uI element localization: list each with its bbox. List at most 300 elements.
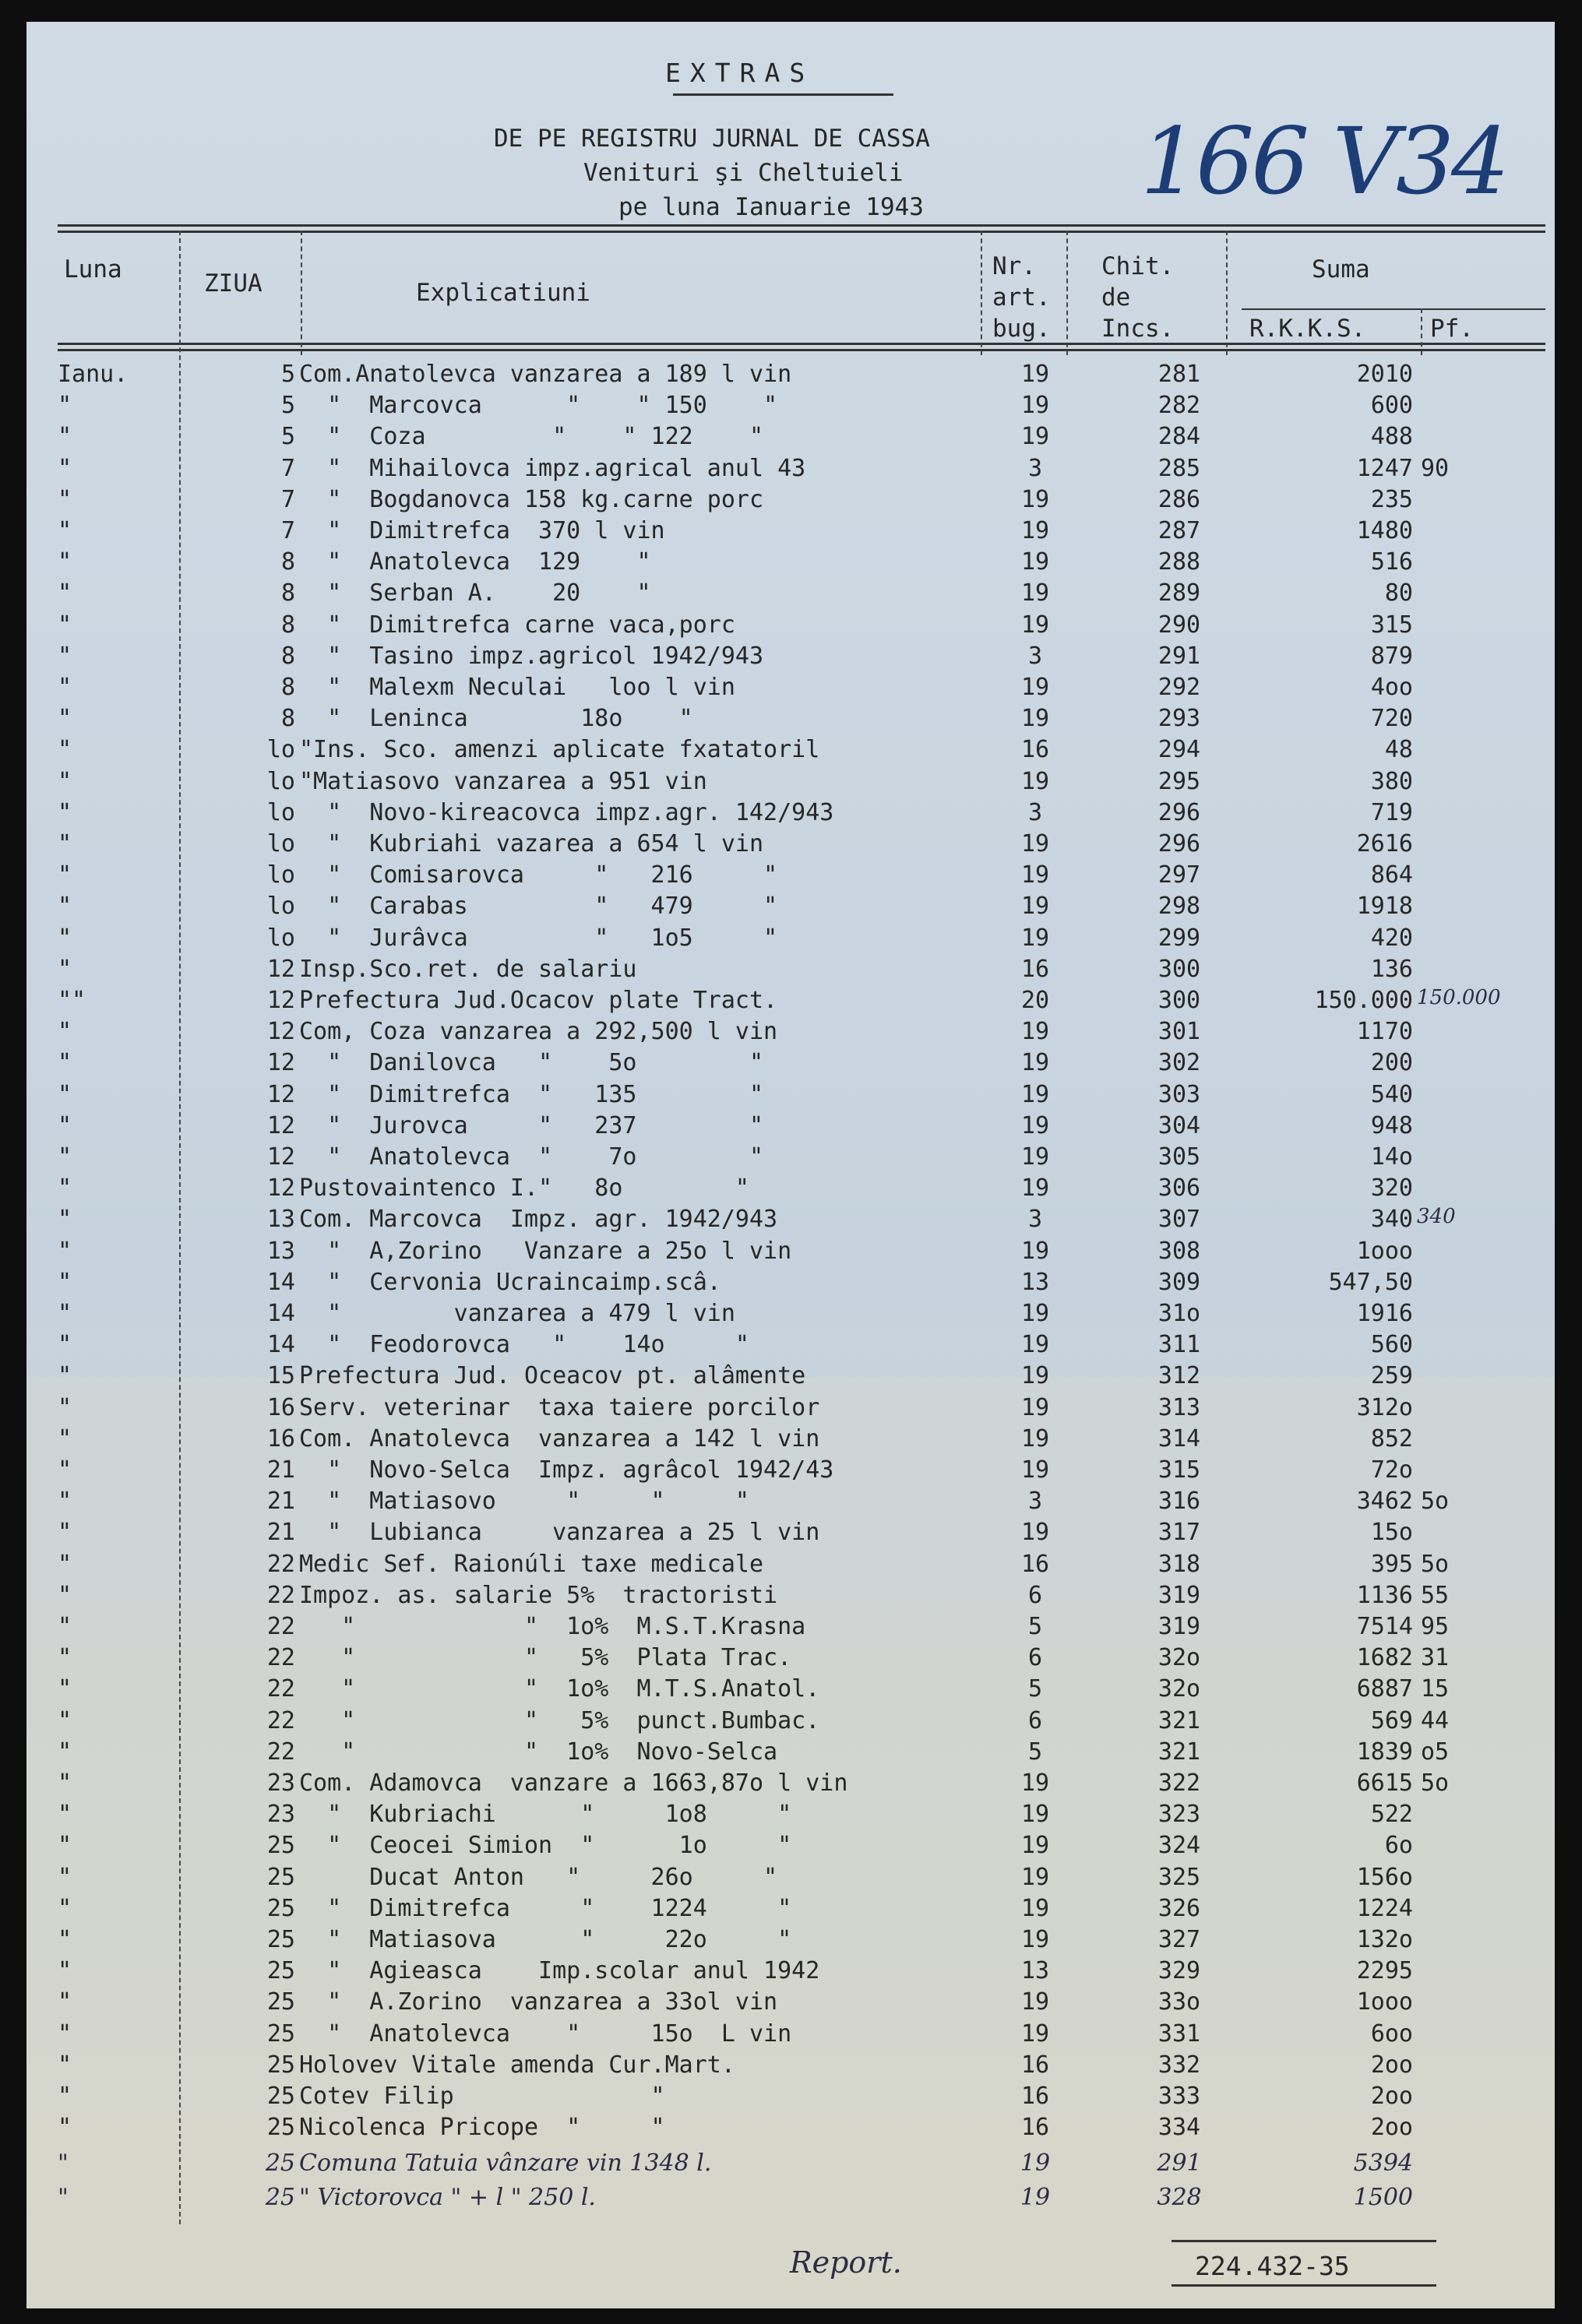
row-3-ziua: 5 (280, 423, 295, 451)
row-24-suma: 540 (1370, 1080, 1413, 1108)
row-39-suma: 395 (1370, 1550, 1413, 1578)
row-7-suma: 516 (1370, 548, 1413, 576)
row-57-expl: Nicolenca Pricope " " (299, 2114, 665, 2142)
row-21-luna: "" (58, 987, 86, 1014)
row-55-chit: 332 (1157, 2051, 1201, 2079)
row-3-luna: " (58, 423, 72, 451)
row-32-suma: 560 (1370, 1331, 1413, 1359)
row-57-luna: " (58, 2114, 72, 2142)
row-31-nr: 19 (1020, 1300, 1050, 1327)
row-48-expl: " Ceocei Simion " 1o " (299, 1832, 792, 1860)
row-29-chit: 308 (1157, 1237, 1201, 1265)
row-20-suma: 136 (1370, 955, 1413, 983)
row-50-suma: 1224 (1356, 1894, 1413, 1922)
row-22-chit: 301 (1157, 1018, 1201, 1046)
row-22-nr: 19 (1020, 1018, 1050, 1046)
handwritten-mark: 166 V34 (1140, 107, 1507, 215)
row-43-pf: 15 (1421, 1675, 1450, 1703)
col-header-rkks: R.K.K.S. (1249, 315, 1366, 343)
row-36-ziua: 21 (266, 1456, 295, 1484)
row-9-suma: 315 (1370, 611, 1413, 639)
row-26-expl: " Anatolevca " 7o " (299, 1143, 764, 1171)
row-23-chit: 302 (1157, 1049, 1201, 1077)
row-18-expl: " Carabas " 479 " (299, 893, 778, 921)
row-10-expl: " Tasino impz.agricol 1942/943 (299, 642, 764, 670)
row-31-ziua: 14 (266, 1300, 295, 1327)
row-4-pf: 90 (1421, 454, 1450, 482)
column-divider-ziua (301, 231, 302, 355)
row-26-suma: 14o (1370, 1143, 1413, 1171)
row-48-chit: 324 (1157, 1832, 1201, 1860)
row-23-nr: 19 (1020, 1049, 1050, 1077)
row-48-luna: " (58, 1832, 72, 1860)
row-21-ziua: 12 (266, 987, 295, 1014)
row-10-luna: " (58, 642, 72, 670)
row-32-chit: 311 (1157, 1331, 1201, 1359)
row-35-expl: Com. Anatolevca vanzarea a 142 l vin (299, 1424, 820, 1452)
row-21-annotation: 150.000 (1417, 986, 1501, 1009)
row-32-expl: " Feodorovca " 14o " (299, 1331, 749, 1359)
row-9-luna: " (58, 611, 72, 639)
row-50-nr: 19 (1020, 1894, 1050, 1922)
row-53-luna: " (58, 1988, 72, 2016)
row-15-luna: " (58, 798, 72, 826)
row-36-expl: " Novo-Selca Impz. agrâcol 1942/43 (299, 1456, 834, 1484)
row-40-chit: 319 (1157, 1581, 1201, 1609)
row-36-chit: 315 (1157, 1456, 1201, 1484)
row-38-suma: 15o (1370, 1519, 1413, 1547)
row-13-luna: " (58, 736, 72, 764)
row-23-suma: 200 (1370, 1049, 1413, 1077)
row-27-suma: 320 (1370, 1174, 1413, 1202)
handwritten-row-1-expl: Comuna Tatuia vânzare vin 1348 l. (299, 2150, 712, 2178)
column-divider-chit (1226, 231, 1228, 355)
row-7-nr: 19 (1020, 548, 1050, 576)
handwritten-row-2-ziua: 25 (265, 2184, 295, 2212)
row-24-chit: 303 (1157, 1080, 1201, 1108)
row-53-ziua: 25 (266, 1988, 295, 2016)
row-41-chit: 319 (1157, 1613, 1201, 1640)
row-5-suma: 235 (1370, 485, 1413, 513)
row-55-suma: 2oo (1370, 2051, 1413, 2079)
row-21-suma: 150.000 (1314, 987, 1413, 1014)
row-46-luna: " (58, 1769, 72, 1797)
row-8-nr: 19 (1020, 579, 1050, 607)
row-31-luna: " (58, 1300, 72, 1327)
row-16-luna: " (58, 830, 72, 857)
row-19-nr: 19 (1020, 924, 1050, 952)
row-27-ziua: 12 (266, 1174, 295, 1202)
row-24-expl: " Dimitrefca " 135 " (299, 1080, 764, 1108)
row-34-nr: 19 (1020, 1393, 1050, 1421)
row-8-ziua: 8 (280, 579, 295, 607)
handwritten-row-1-suma: 5394 (1353, 2150, 1413, 2178)
row-2-nr: 19 (1020, 392, 1050, 420)
row-20-expl: Insp.Sco.ret. de salariu (299, 955, 637, 983)
total-rule-bottom (1172, 2284, 1436, 2287)
row-35-nr: 19 (1020, 1424, 1050, 1452)
row-38-expl: " Lubianca vanzarea a 25 l vin (299, 1519, 820, 1547)
row-2-luna: " (58, 392, 72, 420)
row-26-nr: 19 (1020, 1143, 1050, 1171)
row-38-luna: " (58, 1519, 72, 1547)
column-divider-expl (981, 231, 982, 355)
row-47-nr: 19 (1020, 1801, 1050, 1829)
row-47-ziua: 23 (266, 1801, 295, 1829)
row-26-ziua: 12 (266, 1143, 295, 1171)
row-39-nr: 16 (1020, 1550, 1050, 1578)
row-47-expl: " Kubriachi " 1o8 " (299, 1801, 792, 1829)
row-7-luna: " (58, 548, 72, 576)
row-23-expl: " Danilovca " 5o " (299, 1049, 764, 1077)
row-36-nr: 19 (1020, 1456, 1050, 1484)
row-4-suma: 1247 (1356, 454, 1413, 482)
row-41-luna: " (58, 1613, 72, 1640)
row-53-suma: 1ooo (1356, 1988, 1413, 2016)
row-32-nr: 19 (1020, 1331, 1050, 1359)
row-7-ziua: 8 (280, 548, 295, 576)
row-57-ziua: 25 (266, 2114, 295, 2142)
row-37-luna: " (58, 1488, 72, 1516)
row-9-nr: 19 (1020, 611, 1050, 639)
subtitle-line-3: pe luna Ianuarie 1943 (618, 193, 924, 221)
row-5-ziua: 7 (280, 485, 295, 513)
document-title: EXTRAS (665, 58, 815, 88)
row-14-chit: 295 (1157, 767, 1201, 795)
row-6-luna: " (58, 517, 72, 544)
row-40-ziua: 22 (266, 1581, 295, 1609)
subtitle-line-2: Venituri şi Cheltuieli (583, 159, 904, 187)
row-44-pf: 44 (1421, 1706, 1450, 1734)
row-24-nr: 19 (1020, 1080, 1050, 1108)
row-20-chit: 300 (1157, 955, 1201, 983)
row-33-chit: 312 (1157, 1362, 1201, 1390)
row-31-chit: 31o (1157, 1300, 1201, 1327)
row-12-chit: 293 (1157, 705, 1201, 733)
row-51-luna: " (58, 1926, 72, 1953)
row-44-suma: 569 (1370, 1706, 1413, 1734)
row-13-suma: 48 (1384, 736, 1413, 764)
handwritten-row-2-luna: " (58, 2184, 69, 2212)
row-55-luna: " (58, 2051, 72, 2079)
row-33-ziua: 15 (266, 1362, 295, 1390)
row-43-expl: " " 1o% M.T.S.Anatol. (299, 1675, 820, 1703)
row-6-nr: 19 (1020, 517, 1050, 544)
row-46-pf: 5o (1421, 1769, 1450, 1797)
row-49-chit: 325 (1157, 1863, 1201, 1891)
row-11-suma: 4oo (1370, 674, 1413, 701)
row-7-chit: 288 (1157, 548, 1201, 576)
row-34-luna: " (58, 1393, 72, 1421)
row-57-nr: 16 (1020, 2114, 1050, 2142)
row-40-nr: 6 (1027, 1581, 1043, 1609)
row-25-chit: 304 (1157, 1111, 1201, 1139)
row-46-expl: Com. Adamovca vanzare a 1663,87o l vin (299, 1769, 848, 1797)
row-16-expl: " Kubriahi vazarea a 654 l vin (299, 830, 764, 857)
col-header-chit-2: de (1101, 283, 1131, 312)
row-33-expl: Prefectura Jud. Oceacov pt. alâmente (299, 1362, 806, 1390)
row-45-luna: " (58, 1738, 72, 1766)
row-15-suma: 719 (1370, 798, 1413, 826)
row-29-expl: " A,Zorino Vanzare a 25o l vin (299, 1237, 792, 1265)
row-53-chit: 33o (1157, 1988, 1201, 2016)
row-14-expl: "Matiasovo vanzarea a 951 vin (299, 767, 707, 795)
row-52-expl: " Agieasca Imp.scolar anul 1942 (299, 1957, 820, 1985)
row-42-luna: " (58, 1644, 72, 1672)
row-41-suma: 7514 (1356, 1613, 1413, 1640)
handwritten-row-1-nr: 19 (1020, 2150, 1051, 2178)
row-20-luna: " (58, 955, 72, 983)
row-30-suma: 547,50 (1328, 1268, 1413, 1296)
row-28-luna: " (58, 1206, 72, 1234)
col-header-nr-2: art. (992, 283, 1051, 312)
row-41-expl: " " 1o% M.S.T.Krasna (299, 1613, 806, 1640)
row-20-nr: 16 (1020, 955, 1050, 983)
row-43-ziua: 22 (266, 1675, 295, 1703)
row-46-suma: 6615 (1356, 1769, 1413, 1797)
row-15-chit: 296 (1157, 798, 1201, 826)
row-49-nr: 19 (1020, 1863, 1050, 1891)
row-16-suma: 2616 (1356, 830, 1413, 857)
row-14-nr: 19 (1020, 767, 1050, 795)
row-19-expl: " Jurâvca " 1o5 " (299, 924, 778, 952)
row-36-luna: " (58, 1456, 72, 1484)
row-14-luna: " (58, 767, 72, 795)
handwritten-row-2-suma: 1500 (1353, 2184, 1413, 2212)
row-45-nr: 5 (1027, 1738, 1043, 1766)
row-49-expl: Ducat Anton " 26o " (299, 1863, 778, 1891)
row-6-chit: 287 (1157, 517, 1201, 544)
row-34-suma: 312o (1356, 1393, 1413, 1421)
row-1-nr: 19 (1020, 361, 1050, 388)
row-8-chit: 289 (1157, 579, 1201, 607)
row-47-luna: " (58, 1801, 72, 1829)
suma-subheader-rule (1242, 308, 1545, 310)
col-header-pf: Pf. (1430, 315, 1474, 343)
row-43-luna: " (58, 1675, 72, 1703)
row-18-suma: 1918 (1356, 893, 1413, 921)
row-42-nr: 6 (1027, 1644, 1043, 1672)
row-46-nr: 19 (1020, 1769, 1050, 1797)
row-41-pf: 95 (1421, 1613, 1450, 1640)
row-10-ziua: 8 (280, 642, 295, 670)
row-17-ziua: lo (266, 861, 295, 889)
row-1-luna: Ianu. (58, 361, 129, 388)
row-10-nr: 3 (1027, 642, 1043, 670)
handwritten-row-2-nr: 19 (1020, 2184, 1051, 2212)
row-37-ziua: 21 (266, 1488, 295, 1516)
row-3-expl: " Coza " " 122 " (299, 423, 764, 451)
row-39-expl: Medic Sef. Raionúli taxe medicale (299, 1550, 764, 1578)
row-37-chit: 316 (1157, 1488, 1201, 1516)
row-4-ziua: 7 (280, 454, 295, 482)
subtitle-line-1: DE PE REGISTRU JURNAL DE CASSA (494, 125, 930, 153)
row-1-suma: 2010 (1356, 361, 1413, 388)
row-37-expl: " Matiasovo " " " (299, 1488, 749, 1516)
column-divider-nr (1066, 231, 1068, 355)
row-19-chit: 299 (1157, 924, 1201, 952)
handwritten-row-1-luna: " (58, 2150, 69, 2178)
row-38-ziua: 21 (266, 1519, 295, 1547)
row-37-suma: 3462 (1356, 1488, 1413, 1516)
row-12-nr: 19 (1020, 705, 1050, 733)
row-24-ziua: 12 (266, 1080, 295, 1108)
row-1-expl: Com.Anatolevca vanzarea a 189 l vin (299, 361, 792, 388)
row-43-chit: 32o (1157, 1675, 1201, 1703)
row-44-nr: 6 (1027, 1706, 1043, 1734)
row-12-ziua: 8 (280, 705, 295, 733)
row-12-luna: " (58, 705, 72, 733)
row-25-suma: 948 (1370, 1111, 1413, 1139)
row-22-suma: 1170 (1356, 1018, 1413, 1046)
column-divider-pf (1421, 308, 1422, 355)
row-3-nr: 19 (1020, 423, 1050, 451)
row-25-expl: " Jurovca " 237 " (299, 1111, 764, 1139)
col-header-chit-3: Incs. (1101, 315, 1175, 343)
row-11-luna: " (58, 674, 72, 701)
row-51-ziua: 25 (266, 1926, 295, 1953)
row-27-luna: " (58, 1174, 72, 1202)
row-8-luna: " (58, 579, 72, 607)
row-15-expl: " Novo-kireacovca impz.agr. 142/943 (299, 798, 834, 826)
row-45-ziua: 22 (266, 1738, 295, 1766)
row-6-expl: " Dimitrefca 370 l vin (299, 517, 665, 544)
row-41-ziua: 22 (266, 1613, 295, 1640)
row-54-expl: " Anatolevca " 15o L vin (299, 2019, 792, 2048)
row-46-ziua: 23 (266, 1769, 295, 1797)
row-41-nr: 5 (1027, 1613, 1043, 1640)
row-52-luna: " (58, 1957, 72, 1985)
row-27-expl: Pustovaintenco I." 8o " (299, 1174, 749, 1202)
row-21-nr: 20 (1020, 987, 1050, 1014)
row-35-luna: " (58, 1424, 72, 1452)
row-16-nr: 19 (1020, 830, 1050, 857)
row-55-expl: Holovev Vitale amenda Cur.Mart. (299, 2051, 735, 2079)
row-54-nr: 19 (1020, 2019, 1050, 2048)
row-25-ziua: 12 (266, 1111, 295, 1139)
row-44-expl: " " 5% punct.Bumbac. (299, 1706, 820, 1734)
row-43-nr: 5 (1027, 1675, 1043, 1703)
row-1-chit: 281 (1157, 361, 1201, 388)
row-51-suma: 132o (1356, 1926, 1413, 1953)
row-24-luna: " (58, 1080, 72, 1108)
row-17-luna: " (58, 861, 72, 889)
row-55-ziua: 25 (266, 2051, 295, 2079)
row-52-chit: 329 (1157, 1957, 1201, 1985)
row-29-suma: 1ooo (1356, 1237, 1413, 1265)
document-sheet (26, 22, 1555, 2308)
row-20-ziua: 12 (266, 955, 295, 983)
row-18-ziua: lo (266, 893, 295, 921)
row-13-chit: 294 (1157, 736, 1201, 764)
row-54-ziua: 25 (266, 2019, 295, 2048)
row-33-luna: " (58, 1362, 72, 1390)
row-34-ziua: 16 (266, 1393, 295, 1421)
row-28-nr: 3 (1027, 1206, 1043, 1234)
row-10-suma: 879 (1370, 642, 1413, 670)
row-30-ziua: 14 (266, 1268, 295, 1296)
row-38-nr: 19 (1020, 1519, 1050, 1547)
row-32-luna: " (58, 1331, 72, 1359)
col-header-nr-1: Nr. (992, 252, 1036, 280)
row-18-chit: 298 (1157, 893, 1201, 921)
row-43-suma: 6887 (1356, 1675, 1413, 1703)
row-8-suma: 80 (1384, 579, 1413, 607)
header-rule-top (58, 224, 1545, 227)
handwritten-row-1-ziua: 25 (265, 2150, 295, 2178)
row-30-chit: 309 (1157, 1268, 1201, 1296)
row-40-expl: Impoz. as. salarie 5% tractoristi (299, 1581, 778, 1609)
row-56-ziua: 25 (266, 2083, 295, 2110)
row-32-ziua: 14 (266, 1331, 295, 1359)
col-header-suma: Suma (1312, 255, 1370, 283)
row-11-expl: " Malexm Neculai loo l vin (299, 674, 735, 701)
row-11-nr: 19 (1020, 674, 1050, 701)
row-17-expl: " Comisarovca " 216 " (299, 861, 778, 889)
report-label: Report. (790, 2245, 902, 2280)
row-11-ziua: 8 (280, 674, 295, 701)
row-17-suma: 864 (1370, 861, 1413, 889)
row-23-luna: " (58, 1049, 72, 1077)
row-5-expl: " Bogdanovca 158 kg.carne porc (299, 485, 764, 513)
row-3-suma: 488 (1370, 423, 1413, 451)
row-44-luna: " (58, 1706, 72, 1734)
row-44-ziua: 22 (266, 1706, 295, 1734)
row-29-nr: 19 (1020, 1237, 1050, 1265)
row-56-suma: 2oo (1370, 2083, 1413, 2110)
row-34-expl: Serv. veterinar taxa taiere porcilor (299, 1393, 820, 1421)
row-5-chit: 286 (1157, 485, 1201, 513)
row-28-annotation: 340 (1417, 1205, 1456, 1229)
row-53-nr: 19 (1020, 1988, 1050, 2016)
row-39-ziua: 22 (266, 1550, 295, 1578)
row-57-suma: 2oo (1370, 2114, 1413, 2142)
row-10-chit: 291 (1157, 642, 1201, 670)
row-47-chit: 323 (1157, 1801, 1201, 1829)
handwritten-row-1-chit: 291 (1157, 2150, 1202, 2178)
row-4-nr: 3 (1027, 454, 1043, 482)
row-56-expl: Cotev Filip " (299, 2083, 665, 2110)
row-38-chit: 317 (1157, 1519, 1201, 1547)
column-divider-luna (179, 231, 181, 2224)
row-35-suma: 852 (1370, 1424, 1413, 1452)
row-45-expl: " " 1o% Novo-Selca (299, 1738, 778, 1766)
col-header-chit-1: Chit. (1101, 252, 1175, 280)
col-header-explicatiuni: Explicatiuni (416, 279, 590, 307)
row-44-chit: 321 (1157, 1706, 1201, 1734)
row-27-chit: 306 (1157, 1174, 1201, 1202)
row-16-chit: 296 (1157, 830, 1201, 857)
row-2-ziua: 5 (280, 392, 295, 420)
title-underline (673, 93, 893, 96)
row-6-ziua: 7 (280, 517, 295, 544)
row-17-chit: 297 (1157, 861, 1201, 889)
row-18-nr: 19 (1020, 893, 1050, 921)
row-26-luna: " (58, 1143, 72, 1171)
row-52-nr: 13 (1020, 1957, 1050, 1985)
row-35-ziua: 16 (266, 1424, 295, 1452)
row-2-chit: 282 (1157, 392, 1201, 420)
row-9-expl: " Dimitrefca carne vaca,porc (299, 611, 735, 639)
row-4-expl: " Mihailovca impz.agrical anul 43 (299, 454, 806, 482)
row-28-ziua: 13 (266, 1206, 295, 1234)
row-57-chit: 334 (1157, 2114, 1201, 2142)
row-19-suma: 420 (1370, 924, 1413, 952)
row-1-ziua: 5 (280, 361, 295, 388)
row-7-expl: " Anatolevca 129 " (299, 548, 651, 576)
row-21-expl: Prefectura Jud.Ocacov plate Tract. (299, 987, 778, 1014)
row-2-suma: 600 (1370, 392, 1413, 420)
